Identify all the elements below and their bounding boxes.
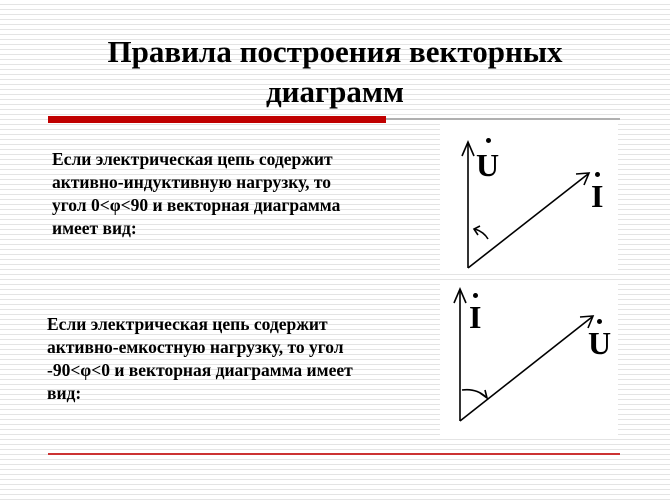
diagonal-vector-label: I — [591, 178, 604, 214]
rule-capacitive-line-2: активно-емкостную нагрузку, то угол — [47, 337, 344, 357]
title-divider-gray — [386, 118, 620, 120]
vertical-vector-label: U — [476, 147, 500, 183]
title-line-2: диаграмм — [265, 74, 405, 109]
vertical-vector-label: I — [469, 299, 482, 335]
vertical-vector-dot — [473, 293, 478, 298]
rule-inductive-line-1: Если электрическая цепь содержит — [52, 149, 333, 169]
diagonal-vector-label: U — [588, 325, 612, 361]
footer-divider — [48, 453, 620, 455]
rule-capacitive-line-4: вид: — [47, 383, 82, 403]
rule-inductive-line-4: имеет вид: — [52, 218, 137, 238]
phase-angle-arc — [462, 390, 486, 397]
title-divider-red — [48, 116, 386, 123]
rule-capacitive-text — [47, 313, 353, 405]
rule-capacitive-line-1: Если электрическая цепь содержит — [47, 314, 328, 334]
diagonal-vector-line — [468, 174, 588, 268]
page-title — [60, 32, 610, 112]
title-line-1: Правила построения векторных — [107, 34, 563, 69]
diagonal-vector-dot — [597, 319, 602, 324]
rule-inductive-text — [52, 148, 340, 240]
diagonal-vector-dot — [595, 172, 600, 177]
rule-inductive-line-3: угол 0<φ<90 и векторная диаграмма — [52, 195, 341, 215]
rule-inductive-line-2: активно-индуктивную нагрузку, то — [52, 172, 331, 192]
diagram-capacitive — [440, 283, 618, 439]
diagram-capacitive-svg — [440, 283, 618, 439]
rule-capacitive-line-3: -90<φ<0 и векторная диаграмма имеет — [47, 360, 353, 380]
vertical-vector-dot — [486, 138, 491, 143]
diagram-inductive — [440, 122, 618, 274]
